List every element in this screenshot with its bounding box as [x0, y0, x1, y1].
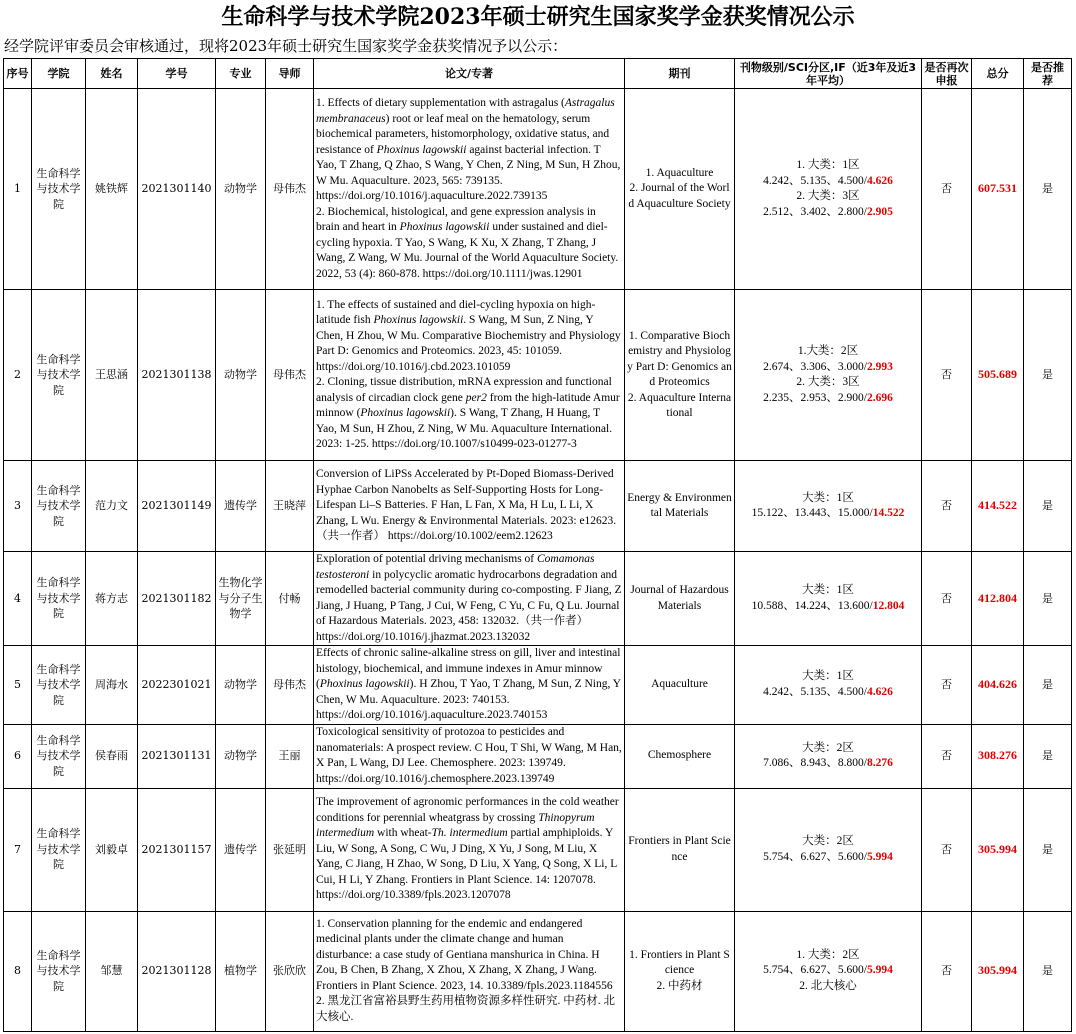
level-text: 1. 大类：2区 [796, 948, 860, 961]
table-row [4, 89, 1072, 290]
cell-recommend: 是 [1024, 646, 1072, 725]
journal-entry: 1. Aquaculture [645, 166, 714, 179]
cell-major: 生物化学与分子生物学 [216, 552, 266, 646]
cell-sid: 2021301131 [138, 724, 216, 788]
level-avg-if: 5.994 [866, 850, 893, 863]
level-avg-if: 2.696 [866, 391, 893, 404]
cell-no: 1 [4, 89, 32, 290]
journal-entry: 1. Frontiers in Plant Science [629, 948, 730, 977]
cell-major: 植物学 [216, 911, 266, 1031]
level-avg-if: 4.626 [866, 174, 893, 187]
table-header-row [4, 59, 1072, 89]
cell-reapply: 否 [922, 911, 972, 1031]
cell-sid: 2021301149 [138, 461, 216, 552]
col-header-paper: 论文/专著 [314, 59, 625, 89]
table-row [4, 290, 1072, 461]
cell-name: 蒋方志 [86, 552, 138, 646]
level-avg-if: 14.522 [872, 507, 905, 519]
cell-level [735, 290, 922, 461]
level-line [737, 344, 919, 360]
level-line [737, 741, 919, 757]
cell-name: 王思涵 [86, 290, 138, 461]
cell-paper [314, 646, 625, 725]
cell-no: 3 [4, 461, 32, 552]
cell-name: 邹慧 [86, 911, 138, 1031]
level-text: 1. 大类：1区 [796, 159, 860, 171]
cell-paper [314, 461, 625, 552]
col-header-advisor: 导师 [266, 59, 314, 89]
cell-score: 412.804 [972, 552, 1024, 646]
level-line [737, 963, 919, 979]
col-header-name: 姓名 [86, 59, 138, 89]
cell-name: 姚铁辉 [86, 89, 138, 290]
cell-no: 5 [4, 646, 32, 725]
cell-no: 8 [4, 911, 32, 1031]
paper-entry: 1. The effects of sustained and diel-cycling hypoxia on high-latitude fish Phoxinus lagowskii. S Wang, M Sun, Z Ning, Y Chen, H Zhou, W Mu. Comparative Biochemistry and Physiology Part D: Genomics and Proteomics. 2023, 45: 101059. https://doi.org/10.1016/j.cbd.2023.101059 [316, 298, 621, 373]
cell-reapply: 否 [922, 788, 972, 911]
cell-college: 生命科学与技术学院 [32, 911, 86, 1031]
level-line [737, 834, 919, 850]
cell-journal [625, 461, 735, 552]
page-title: 生命科学与技术学院2023年硕士研究生国家奖学金获奖情况公示 [221, 4, 855, 30]
level-line [737, 506, 919, 522]
cell-score: 505.689 [972, 290, 1024, 461]
col-header-sid: 学号 [138, 59, 216, 89]
cell-paper [314, 89, 625, 290]
cell-journal [625, 290, 735, 461]
table-row [4, 788, 1072, 911]
cell-level [735, 646, 922, 725]
cell-college: 生命科学与技术学院 [32, 646, 86, 725]
cell-recommend: 是 [1024, 461, 1072, 552]
level-avg-if: 12.804 [872, 599, 905, 612]
level-text: 大类：1区 [802, 584, 854, 596]
paper-entry: 2. Cloning, tissue distribution, mRNA expression and functional analysis of circadian clock gene per2 from the high-latitude Amur minnow (Phoxinus lagowskii). S Wang, T Zhang, H Huang, T Yao, M Sun, H Zhou, Z Ning, W Mu. Aquaculture International. 2023: 1-25. https://doi.org/10.1007/s10499-023-01277-3 [316, 376, 620, 450]
level-text: 大类：2区 [802, 835, 854, 847]
cell-recommend: 是 [1024, 290, 1072, 461]
cell-reapply: 否 [922, 89, 972, 290]
cell-score: 305.994 [972, 911, 1024, 1031]
level-text: 4.242、5.135、4.500/ [763, 685, 867, 698]
level-text: 15.122、13.443、15.000/ [751, 507, 873, 519]
level-avg-if: 2.993 [866, 360, 893, 373]
col-header-college: 学院 [32, 59, 86, 89]
cell-no: 7 [4, 788, 32, 911]
paper-entry: 1. Conservation planning for the endemic and endangered medicinal plants under the climate change and human disturbance: a case study of Gentiana manshurica in China. H Zou, B Chen, B Zhang, X Zhou, X Zhang, X Zhang, J Wang. Frontiers in Plant Science. 2023, 14. 10.3389/fpls.2023.1184556 [316, 917, 613, 992]
journal-entry: Energy & Environmental Materials [627, 491, 732, 519]
level-text: 2. 大类：3区 [796, 376, 860, 388]
cell-level [735, 911, 922, 1031]
cell-sid: 2021301182 [138, 552, 216, 646]
cell-major: 动物学 [216, 724, 266, 788]
cell-no: 2 [4, 290, 32, 461]
journal-entry: 1. Comparative Biochemistry and Physiology Part D: Genomics and Proteomics [627, 329, 732, 388]
cell-journal [625, 89, 735, 290]
paper-entry: 2. 黑龙江省富裕县野生药用植物资源多样性研究. 中药材. 北大核心. [316, 995, 615, 1023]
cell-level [735, 89, 922, 290]
level-line [737, 189, 919, 205]
col-header-recommend: 是否推荐 [1024, 59, 1072, 89]
cell-college: 生命科学与技术学院 [32, 461, 86, 552]
level-line [737, 491, 919, 507]
cell-level [735, 788, 922, 911]
cell-reapply: 否 [922, 724, 972, 788]
cell-advisor: 母伟杰 [266, 290, 314, 461]
page-subtitle: 经学院评审委员会审核通过，现将2023年硕士研究生国家奖学金获奖情况予以公示： [4, 37, 568, 55]
level-line [737, 948, 919, 964]
journal-entry: Chemosphere [647, 749, 712, 762]
level-text: 5.754、6.627、5.600/ [763, 850, 867, 863]
col-header-reapply: 是否再次申报 [922, 59, 972, 89]
cell-paper [314, 552, 625, 646]
cell-journal [625, 724, 735, 788]
cell-recommend: 是 [1024, 552, 1072, 646]
journal-entry: Frontiers in Plant Science [628, 835, 731, 863]
col-header-level: 刊物级别/SCI分区,IF（近3年及近3年平均） [735, 59, 922, 89]
cell-level [735, 552, 922, 646]
journal-entry: 2. Aquaculture International [627, 391, 732, 419]
cell-sid: 2021301128 [138, 911, 216, 1031]
table-row [4, 911, 1072, 1031]
cell-sid: 2021301157 [138, 788, 216, 911]
cell-name: 范力文 [86, 461, 138, 552]
cell-reapply: 否 [922, 290, 972, 461]
cell-advisor: 王晓萍 [266, 461, 314, 552]
cell-college: 生命科学与技术学院 [32, 552, 86, 646]
paper-entry: Conversion of LiPSs Accelerated by Pt-Doped Biomass-Derived Hyphae Carbon Nanobelts as Self-Supporting Hosts for Long-Lifespan Li–S Batteries. F Han, L Fan, X Ma, H Lu, L Li, X Zhang, L Wu. Energy & Environmental Materials. 2023: e12623.（共一作者） https://doi.org/10.1002/eem2.12623 [316, 468, 617, 543]
cell-journal [625, 788, 735, 911]
level-line [737, 360, 919, 376]
level-text: 2.235、2.953、2.900/ [763, 391, 867, 404]
level-text: 4.242、5.135、4.500/ [763, 174, 867, 187]
level-line [737, 599, 919, 615]
level-line [737, 391, 919, 407]
cell-no: 6 [4, 724, 32, 788]
cell-major: 动物学 [216, 89, 266, 290]
cell-paper [314, 788, 625, 911]
level-avg-if: 5.994 [866, 964, 893, 977]
table-row [4, 552, 1072, 646]
cell-recommend: 是 [1024, 911, 1072, 1031]
level-avg-if: 8.276 [866, 757, 893, 769]
cell-advisor: 母伟杰 [266, 89, 314, 290]
journal-entry: 2. Journal of the World Aquaculture Society [628, 182, 731, 210]
cell-college: 生命科学与技术学院 [32, 724, 86, 788]
level-text: 2.512、3.402、2.800/ [763, 205, 867, 218]
level-line [737, 174, 919, 190]
cell-journal [625, 552, 735, 646]
cell-sid: 2021301138 [138, 290, 216, 461]
col-header-no: 序号 [4, 59, 32, 89]
cell-sid: 2022301021 [138, 646, 216, 725]
cell-name: 周海水 [86, 646, 138, 725]
paper-entry: Toxicological sensitivity of protozoa to pesticides and nanomaterials: A prospect review. C Hou, T Shi, W Wang, M Han, X Pan, L Wang, DJ Lee. Chemosphere. 2023: 139749. https://doi.org/10.1016/j.chemosphere.2023.139749 [316, 726, 622, 785]
cell-reapply: 否 [922, 461, 972, 552]
level-text: 2.674、3.306、3.000/ [763, 360, 867, 373]
level-line [737, 756, 919, 772]
level-text: 大类：1区 [802, 491, 854, 504]
cell-level [735, 461, 922, 552]
paper-entry: Effects of chronic saline-alkaline stress on gill, liver and intestinal histology, biochemical, and immune indexes in Amur minnow (Phoxinus lagowskii). H Zhou, T Yao, T Zhang, M Sun, Z Ning, Y Chen, W Mu. Aquaculture. 2023: 740153. https://doi.org/10.1016/j.aquaculture.2023.740153 [316, 647, 621, 721]
cell-college: 生命科学与技术学院 [32, 290, 86, 461]
level-line [737, 583, 919, 599]
level-line [737, 375, 919, 391]
cell-recommend: 是 [1024, 89, 1072, 290]
paper-entry: Exploration of potential driving mechanisms of Comamonas testosteroni in polycyclic aromatic hydrocarbons degradation and remodelled bacterial community during co-composting. F Jiang, Z Jiang, J Huang, P Tang, J Cui, W Feng, C Yu, C Fu, Q Lu. Journal of Hazardous Materials. 2023, 458: 132032.（共一作者）https://doi.org/10.1016/j.jhazmat.2023.132032 [316, 553, 622, 643]
award-table [3, 58, 1072, 1032]
cell-no: 4 [4, 552, 32, 646]
cell-score: 308.276 [972, 724, 1024, 788]
cell-name: 刘毅卓 [86, 788, 138, 911]
cell-journal [625, 911, 735, 1031]
cell-major: 动物学 [216, 646, 266, 725]
cell-score: 305.994 [972, 788, 1024, 911]
level-text: 1.大类：2区 [797, 345, 859, 357]
col-header-major: 专业 [216, 59, 266, 89]
cell-score: 414.522 [972, 461, 1024, 552]
level-line [737, 850, 919, 866]
col-header-journal: 期刊 [625, 59, 735, 89]
cell-advisor: 付畅 [266, 552, 314, 646]
level-text: 10.588、14.224、13.600/ [751, 599, 873, 612]
journal-entry: 2. 中药材 [656, 979, 703, 992]
level-text: 2. 大类：3区 [796, 190, 860, 202]
cell-paper [314, 911, 625, 1031]
table-row [4, 724, 1072, 788]
col-header-score: 总分 [972, 59, 1024, 89]
level-line [737, 158, 919, 174]
cell-reapply: 否 [922, 646, 972, 725]
cell-college: 生命科学与技术学院 [32, 89, 86, 290]
cell-major: 遗传学 [216, 461, 266, 552]
paper-entry: The improvement of agronomic performances in the cold weather conditions for perennial wheatgrass by crossing Thinopyrum intermedium with wheat-Th. intermedium partial amphiploids. Y Liu, W Song, A Song, C Wu, J Ding, X Yu, J Song, M Liu, X Yang, C Jiang, H Zhao, W Song, D Liu, X Yang, Q Song, X Li, L Cui, H Li, Y Zhang. Frontiers in Plant Science. 14: 1207078. https://doi.org/10.3389/fpls.2023.1207078 [316, 796, 619, 902]
journal-entry: Aquaculture [651, 678, 708, 690]
level-text: 大类：1区 [802, 670, 854, 683]
cell-paper [314, 724, 625, 788]
cell-major: 遗传学 [216, 788, 266, 911]
level-line [737, 205, 919, 221]
level-line [737, 685, 919, 701]
cell-paper [314, 290, 625, 461]
paper-entry: 1. Effects of dietary supplementation with astragalus (Astragalus membranaceus) root or leaf meal on the hematology, serum biochemical parameters, histomorphology, oxidative status, and resistance of Phoxinus lagowskii against bacterial infection. T Yao, T Zhang, Q Zhao, S Wang, Y Chen, Z Ning, M Sun, H Zhou, W Mu. Aquaculture. 2023, 565: 739135. https://doi.org/10.1016/j.aquaculture.2022.739135 [316, 97, 621, 202]
journal-entry: Journal of Hazardous Materials [630, 584, 729, 612]
level-text: 7.086、8.943、8.800/ [763, 757, 867, 769]
cell-reapply: 否 [922, 552, 972, 646]
cell-advisor: 张延明 [266, 788, 314, 911]
cell-name: 侯春雨 [86, 724, 138, 788]
level-text: 5.754、6.627、5.600/ [763, 964, 867, 977]
cell-score: 607.531 [972, 89, 1024, 290]
cell-sid: 2021301140 [138, 89, 216, 290]
level-text: 大类：2区 [802, 741, 854, 754]
level-line [737, 669, 919, 685]
cell-recommend: 是 [1024, 724, 1072, 788]
paper-entry: 2. Biochemical, histological, and gene expression analysis in brain and heart in Phoxinus lagowskii under sustained and diel-cycling hypoxia. T Yao, S Wang, K Xu, X Zhang, T Zhang, J Wang, Z Wang, W Mu. Journal of the World Aquaculture Society. 2022, 53 (4): 860-878. https://doi.org/10.1111/jwas.12901 [316, 205, 619, 280]
level-line [737, 979, 919, 995]
cell-advisor: 张欣欣 [266, 911, 314, 1031]
table-row [4, 461, 1072, 552]
level-avg-if: 2.905 [866, 205, 893, 218]
cell-score: 404.626 [972, 646, 1024, 725]
cell-college: 生命科学与技术学院 [32, 788, 86, 911]
cell-level [735, 724, 922, 788]
cell-advisor: 母伟杰 [266, 646, 314, 725]
cell-journal [625, 646, 735, 725]
cell-recommend: 是 [1024, 788, 1072, 911]
level-text: 2. 北大核心 [799, 979, 857, 992]
cell-advisor: 王丽 [266, 724, 314, 788]
cell-major: 动物学 [216, 290, 266, 461]
level-avg-if: 4.626 [866, 685, 893, 698]
table-row [4, 646, 1072, 725]
